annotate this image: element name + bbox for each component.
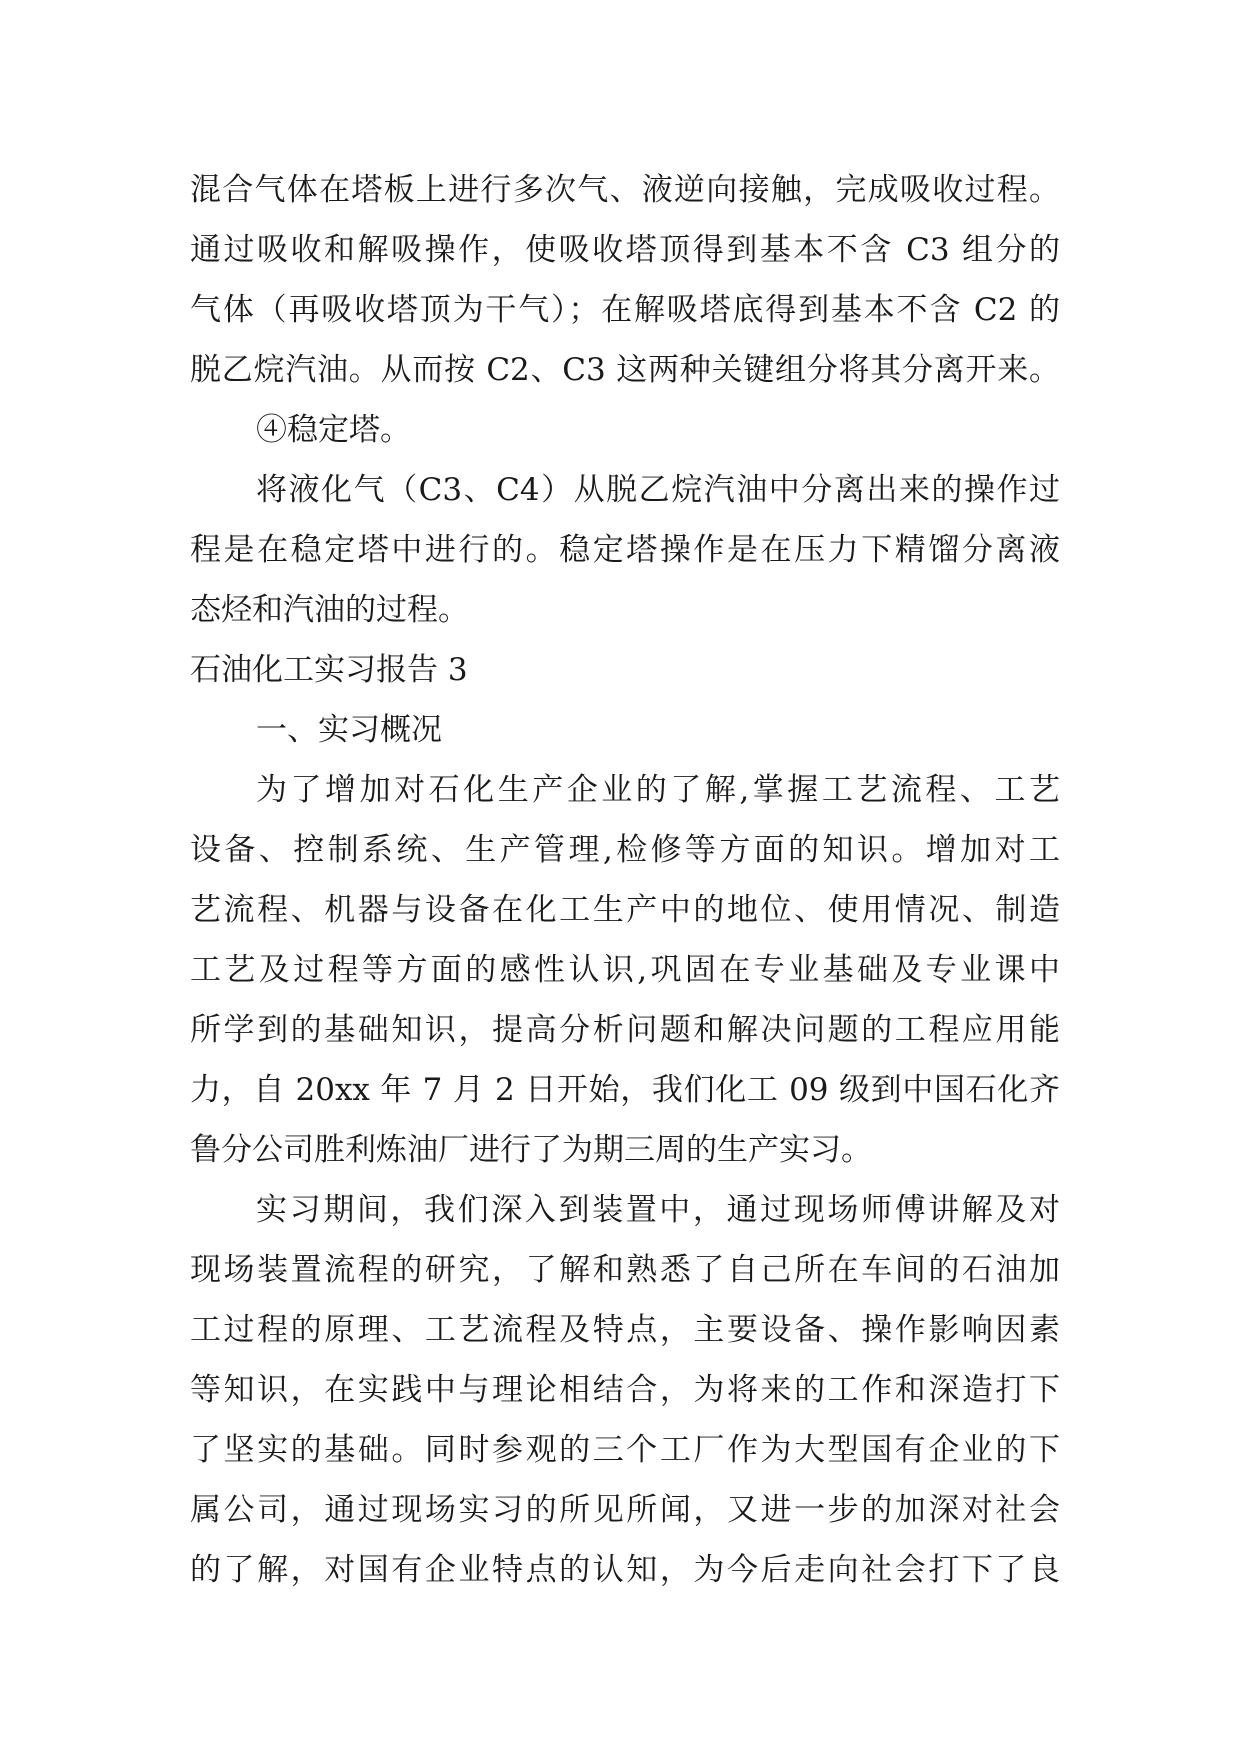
paragraph-line: 鲁分公司胜利炼油厂进行了为期三周的生产实习。 — [190, 1132, 872, 1168]
paragraph-line: 力，自 20xx 年 7 月 2 日开始，我们化工 09 级到中国石化齐 — [190, 1072, 1060, 1108]
paragraph-line: 设备、控制系统、生产管理,检修等方面的知识。增加对工 — [190, 832, 1060, 868]
paragraph-line: 艺流程、机器与设备在化工生产中的地位、使用情况、制造 — [190, 892, 1060, 928]
section-heading: 石油化工实习报告 3 — [190, 652, 468, 688]
paragraph-line: 为了增加对石化生产企业的了解,掌握工艺流程、工艺 — [256, 772, 1060, 808]
paragraph-line: 的了解，对国有企业特点的认知，为今后走向社会打下了良 — [190, 1552, 1060, 1588]
paragraph-line: 了坚实的基础。同时参观的三个工厂作为大型国有企业的下 — [190, 1432, 1060, 1468]
paragraph-line: 脱乙烷汽油。从而按 C2、C3 这两种关键组分将其分离开来。 — [190, 352, 1060, 388]
list-item-stabilizer-tower: ④稳定塔。 — [256, 412, 411, 448]
paragraph-line: 所学到的基础知识，提高分析问题和解决问题的工程应用能 — [190, 1012, 1060, 1048]
paragraph-line: 混合气体在塔板上进行多次气、液逆向接触，完成吸收过程。 — [190, 172, 1060, 208]
paragraph-line: 将液化气（C3、C4）从脱乙烷汽油中分离出来的操作过 — [256, 472, 1060, 508]
subsection-heading: 一、实习概况 — [256, 712, 442, 748]
paragraph-line: 工艺及过程等方面的感性认识,巩固在专业基础及专业课中 — [190, 952, 1060, 988]
paragraph-line: 实习期间，我们深入到装置中，通过现场师傅讲解及对 — [256, 1192, 1060, 1228]
paragraph-line: 程是在稳定塔中进行的。稳定塔操作是在压力下精馏分离液 — [190, 532, 1060, 568]
paragraph-line: 现场装置流程的研究，了解和熟悉了自己所在车间的石油加 — [190, 1252, 1060, 1288]
paragraph-line: 等知识，在实践中与理论相结合，为将来的工作和深造打下 — [190, 1372, 1060, 1408]
paragraph-line: 工过程的原理、工艺流程及特点，主要设备、操作影响因素 — [190, 1312, 1060, 1348]
paragraph-line: 气体（再吸收塔顶为干气）；在解吸塔底得到基本不含 C2 的 — [190, 292, 1060, 328]
paragraph-line: 通过吸收和解吸操作，使吸收塔顶得到基本不含 C3 组分的 — [190, 232, 1060, 268]
document-page — [190, 160, 1060, 1600]
paragraph-line: 态烃和汽油的过程。 — [190, 592, 469, 628]
paragraph-line: 属公司，通过现场实习的所见所闻，又进一步的加深对社会 — [190, 1492, 1060, 1528]
